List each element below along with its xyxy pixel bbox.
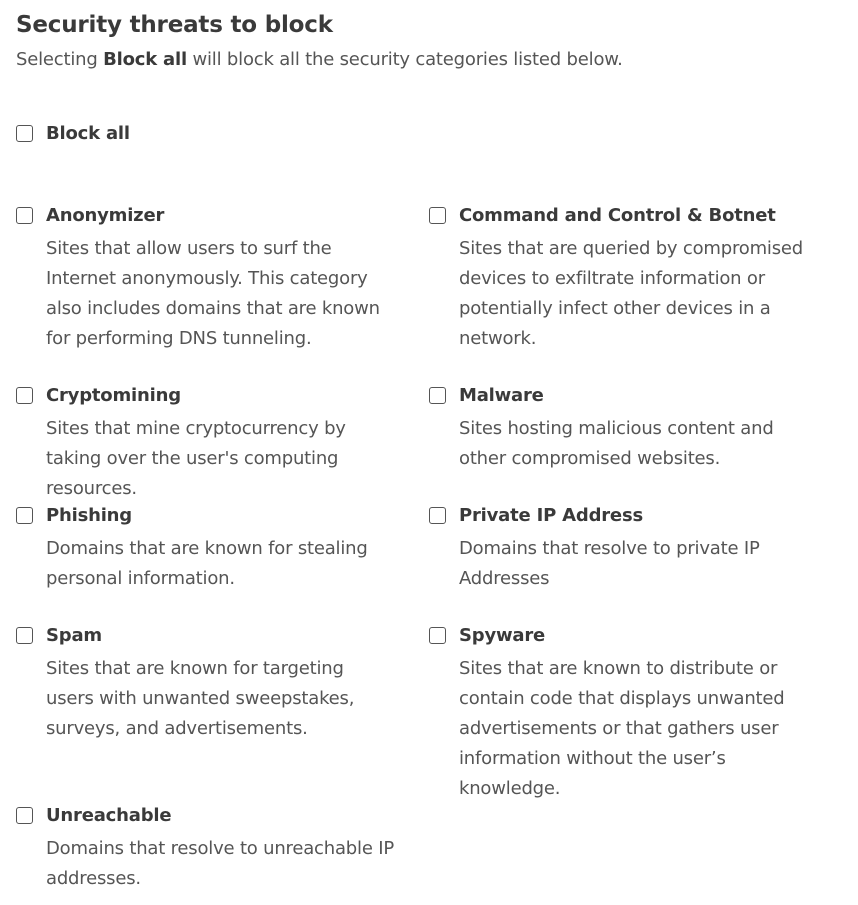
category-unreachable [16, 804, 396, 894]
phishing-label[interactable]: Phishing [46, 505, 132, 526]
private-ip-address-checkbox[interactable] [429, 507, 446, 524]
private-ip-address-description: Domains that resolve to private IP Addresses [459, 538, 760, 589]
category-phishing [16, 504, 396, 594]
anonymizer-description: Sites that allow users to surf the Internet anonymously. This category also includes domains that are known for performing DNS tunneling. [46, 238, 380, 349]
category-spam [16, 624, 396, 744]
spyware-description: Sites that are known to distribute or contain code that displays unwanted advertisements or that gathers user information without the user’s knowledge. [459, 658, 785, 799]
spyware-label[interactable]: Spyware [459, 625, 546, 646]
cryptomining-label[interactable]: Cryptomining [46, 385, 181, 406]
phishing-description: Domains that are known for stealing personal information. [46, 538, 368, 589]
category-anonymizer [16, 204, 396, 354]
malware-description: Sites hosting malicious content and other compromised websites. [459, 418, 774, 469]
malware-label[interactable]: Malware [459, 385, 544, 406]
page-title: Security threats to block [16, 12, 333, 38]
block-all-checkbox[interactable] [16, 125, 33, 142]
private-ip-address-label[interactable]: Private IP Address [459, 505, 643, 526]
block-all-label[interactable]: Block all [46, 123, 130, 144]
phishing-checkbox[interactable] [16, 507, 33, 524]
unreachable-checkbox[interactable] [16, 807, 33, 824]
cryptomining-checkbox[interactable] [16, 387, 33, 404]
category-command-and-control-botnet [429, 204, 819, 354]
cryptomining-description: Sites that mine cryptocurrency by taking over the user's computing resources. [46, 418, 346, 499]
anonymizer-label[interactable]: Anonymizer [46, 205, 165, 226]
anonymizer-checkbox[interactable] [16, 207, 33, 224]
command-and-control-botnet-label[interactable]: Command and Control & Botnet [459, 205, 776, 226]
subtitle-suffix: will block all the security categories listed below. [186, 49, 623, 70]
category-private-ip-address [429, 504, 819, 594]
subtitle-prefix: Selecting [16, 49, 104, 70]
subtitle-bold: Block all [103, 49, 187, 70]
command-and-control-botnet-checkbox[interactable] [429, 207, 446, 224]
command-and-control-botnet-description: Sites that are queried by compromised devices to exfiltrate information or potentially infect other devices in a network. [459, 238, 803, 349]
block-all-option [16, 122, 396, 152]
page-subtitle [16, 49, 623, 70]
category-malware [429, 384, 819, 474]
category-cryptomining [16, 384, 396, 504]
category-spyware [429, 624, 819, 804]
malware-checkbox[interactable] [429, 387, 446, 404]
spyware-checkbox[interactable] [429, 627, 446, 644]
spam-description: Sites that are known for targeting users with unwanted sweepstakes, surveys, and advertisements. [46, 658, 355, 739]
unreachable-label[interactable]: Unreachable [46, 805, 172, 826]
spam-checkbox[interactable] [16, 627, 33, 644]
spam-label[interactable]: Spam [46, 625, 102, 646]
unreachable-description: Domains that resolve to unreachable IP addresses. [46, 838, 394, 889]
